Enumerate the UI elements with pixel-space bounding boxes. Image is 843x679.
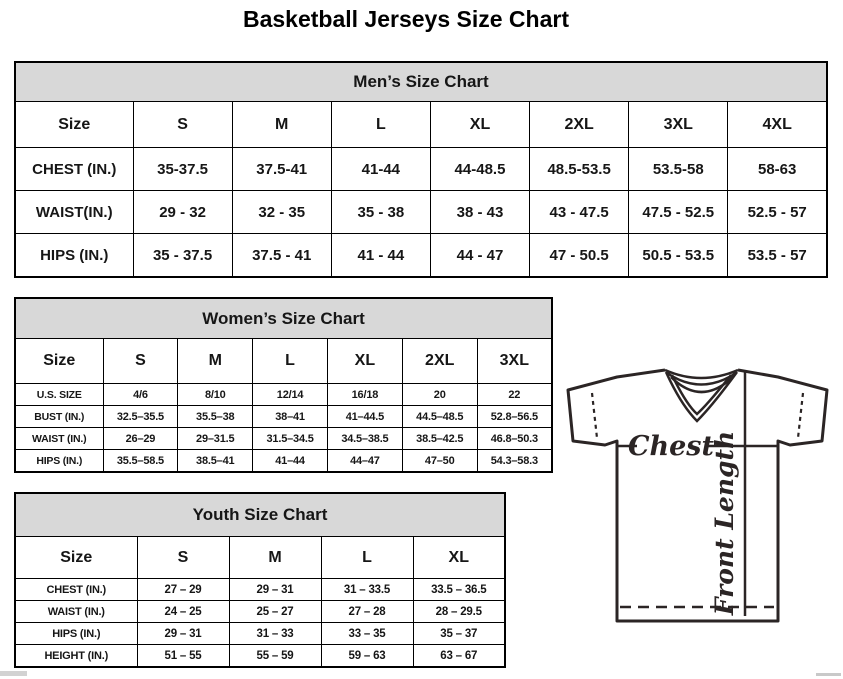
size-cell: 47.5 - 52.5 bbox=[629, 191, 728, 234]
chest-label: Chest bbox=[628, 431, 714, 462]
mens-column-header: L bbox=[331, 102, 430, 148]
size-cell: 41-44 bbox=[331, 148, 430, 191]
mens-chart-title: Men’s Size Chart bbox=[15, 62, 827, 102]
page-title: Basketball Jerseys Size Chart bbox=[242, 6, 569, 32]
size-cell: 53.5 - 57 bbox=[728, 234, 827, 278]
size-cell: 44.5–48.5 bbox=[402, 406, 477, 428]
row-label: U.S. SIZE bbox=[15, 384, 103, 406]
row-label: WAIST (IN.) bbox=[15, 428, 103, 450]
size-cell: 37.5-41 bbox=[232, 148, 331, 191]
size-cell: 55 – 59 bbox=[229, 645, 321, 668]
size-cell: 51 – 55 bbox=[137, 645, 229, 668]
table-row bbox=[15, 384, 552, 406]
table-row bbox=[15, 234, 827, 278]
mens-column-header: 2XL bbox=[530, 102, 629, 148]
womens-column-header: XL bbox=[327, 339, 402, 384]
size-cell: 44–47 bbox=[327, 450, 402, 473]
mens-column-header: 4XL bbox=[728, 102, 827, 148]
size-cell: 47 - 50.5 bbox=[530, 234, 629, 278]
size-cell: 34.5–38.5 bbox=[327, 428, 402, 450]
mens-size-table bbox=[14, 61, 828, 278]
table-row bbox=[15, 191, 827, 234]
table-row bbox=[15, 428, 552, 450]
size-cell: 41–44.5 bbox=[327, 406, 402, 428]
size-cell: 35.5–58.5 bbox=[103, 450, 178, 473]
womens-size-table bbox=[14, 297, 553, 473]
size-cell: 38.5–42.5 bbox=[402, 428, 477, 450]
mens-column-header: XL bbox=[430, 102, 529, 148]
size-cell: 25 – 27 bbox=[229, 601, 321, 623]
row-label: WAIST (IN.) bbox=[15, 601, 137, 623]
mens-column-header: S bbox=[133, 102, 232, 148]
table-row bbox=[15, 406, 552, 428]
size-cell: 52.5 - 57 bbox=[728, 191, 827, 234]
jersey-outline bbox=[568, 370, 827, 621]
row-label: HIPS (IN.) bbox=[15, 234, 133, 278]
size-cell: 4/6 bbox=[103, 384, 178, 406]
size-cell: 35-37.5 bbox=[133, 148, 232, 191]
womens-column-header: 3XL bbox=[477, 339, 552, 384]
horizontal-scrollbar-thumb-right[interactable] bbox=[816, 673, 841, 676]
size-cell: 43 - 47.5 bbox=[530, 191, 629, 234]
womens-column-header: M bbox=[178, 339, 253, 384]
size-cell: 35 - 37.5 bbox=[133, 234, 232, 278]
size-cell: 27 – 29 bbox=[137, 579, 229, 601]
horizontal-scrollbar-thumb-left[interactable] bbox=[0, 671, 27, 676]
youth-column-header: M bbox=[229, 537, 321, 579]
size-cell: 63 – 67 bbox=[413, 645, 505, 668]
size-cell: 38–41 bbox=[253, 406, 328, 428]
row-label: WAIST(IN.) bbox=[15, 191, 133, 234]
size-cell: 46.8–50.3 bbox=[477, 428, 552, 450]
table-row bbox=[15, 148, 827, 191]
youth-column-header: XL bbox=[413, 537, 505, 579]
row-label: HEIGHT (IN.) bbox=[15, 645, 137, 668]
size-cell: 29 – 31 bbox=[229, 579, 321, 601]
mens-table bbox=[14, 61, 828, 278]
mens-column-header: 3XL bbox=[629, 102, 728, 148]
size-cell: 35 - 38 bbox=[331, 191, 430, 234]
size-cell: 52.8–56.5 bbox=[477, 406, 552, 428]
womens-chart-title: Women’s Size Chart bbox=[15, 298, 552, 339]
table-row bbox=[15, 601, 505, 623]
size-cell: 20 bbox=[402, 384, 477, 406]
size-cell: 38.5–41 bbox=[178, 450, 253, 473]
size-cell: 32 - 35 bbox=[232, 191, 331, 234]
womens-column-header: S bbox=[103, 339, 178, 384]
womens-column-header: 2XL bbox=[402, 339, 477, 384]
size-cell: 54.3–58.3 bbox=[477, 450, 552, 473]
row-label: HIPS (IN.) bbox=[15, 450, 103, 473]
size-cell: 33.5 – 36.5 bbox=[413, 579, 505, 601]
size-cell: 29 – 31 bbox=[137, 623, 229, 645]
youth-column-header: Size bbox=[15, 537, 137, 579]
size-cell: 31.5–34.5 bbox=[253, 428, 328, 450]
youth-size-table bbox=[14, 492, 506, 668]
womens-column-header: L bbox=[253, 339, 328, 384]
size-cell: 53.5-58 bbox=[629, 148, 728, 191]
size-cell: 37.5 - 41 bbox=[232, 234, 331, 278]
size-cell: 31 – 33 bbox=[229, 623, 321, 645]
size-cell: 12/14 bbox=[253, 384, 328, 406]
size-cell: 16/18 bbox=[327, 384, 402, 406]
row-label: HIPS (IN.) bbox=[15, 623, 137, 645]
mens-column-header: Size bbox=[15, 102, 133, 148]
row-label: CHEST (IN.) bbox=[15, 148, 133, 191]
youth-chart-title: Youth Size Chart bbox=[15, 493, 505, 537]
size-cell: 24 – 25 bbox=[137, 601, 229, 623]
youth-column-header: L bbox=[321, 537, 413, 579]
table-row bbox=[15, 579, 505, 601]
size-cell: 22 bbox=[477, 384, 552, 406]
size-cell: 58-63 bbox=[728, 148, 827, 191]
size-cell: 48.5-53.5 bbox=[530, 148, 629, 191]
size-cell: 35 – 37 bbox=[413, 623, 505, 645]
size-cell: 41–44 bbox=[253, 450, 328, 473]
womens-table bbox=[14, 297, 553, 473]
mens-column-header: M bbox=[232, 102, 331, 148]
youth-column-header: S bbox=[137, 537, 229, 579]
youth-table bbox=[14, 492, 506, 668]
size-cell: 38 - 43 bbox=[430, 191, 529, 234]
size-cell: 32.5–35.5 bbox=[103, 406, 178, 428]
size-cell: 35.5–38 bbox=[178, 406, 253, 428]
size-cell: 59 – 63 bbox=[321, 645, 413, 668]
size-cell: 33 – 35 bbox=[321, 623, 413, 645]
right-sleeve-dashed-seam bbox=[798, 393, 803, 438]
table-row bbox=[15, 645, 505, 668]
size-cell: 26–29 bbox=[103, 428, 178, 450]
size-cell: 44 - 47 bbox=[430, 234, 529, 278]
size-cell: 8/10 bbox=[178, 384, 253, 406]
table-row bbox=[15, 450, 552, 473]
table-row bbox=[15, 623, 505, 645]
left-sleeve-dashed-seam bbox=[592, 393, 597, 438]
size-cell: 50.5 - 53.5 bbox=[629, 234, 728, 278]
size-cell: 29 - 32 bbox=[133, 191, 232, 234]
jersey-measurement-diagram bbox=[545, 360, 843, 645]
front-length-label: Front Length bbox=[710, 430, 739, 616]
size-cell: 47–50 bbox=[402, 450, 477, 473]
size-cell: 41 - 44 bbox=[331, 234, 430, 278]
womens-column-header: Size bbox=[15, 339, 103, 384]
row-label: CHEST (IN.) bbox=[15, 579, 137, 601]
size-cell: 27 – 28 bbox=[321, 601, 413, 623]
size-cell: 28 – 29.5 bbox=[413, 601, 505, 623]
row-label: BUST (IN.) bbox=[15, 406, 103, 428]
size-cell: 44-48.5 bbox=[430, 148, 529, 191]
size-cell: 31 – 33.5 bbox=[321, 579, 413, 601]
size-cell: 29–31.5 bbox=[178, 428, 253, 450]
